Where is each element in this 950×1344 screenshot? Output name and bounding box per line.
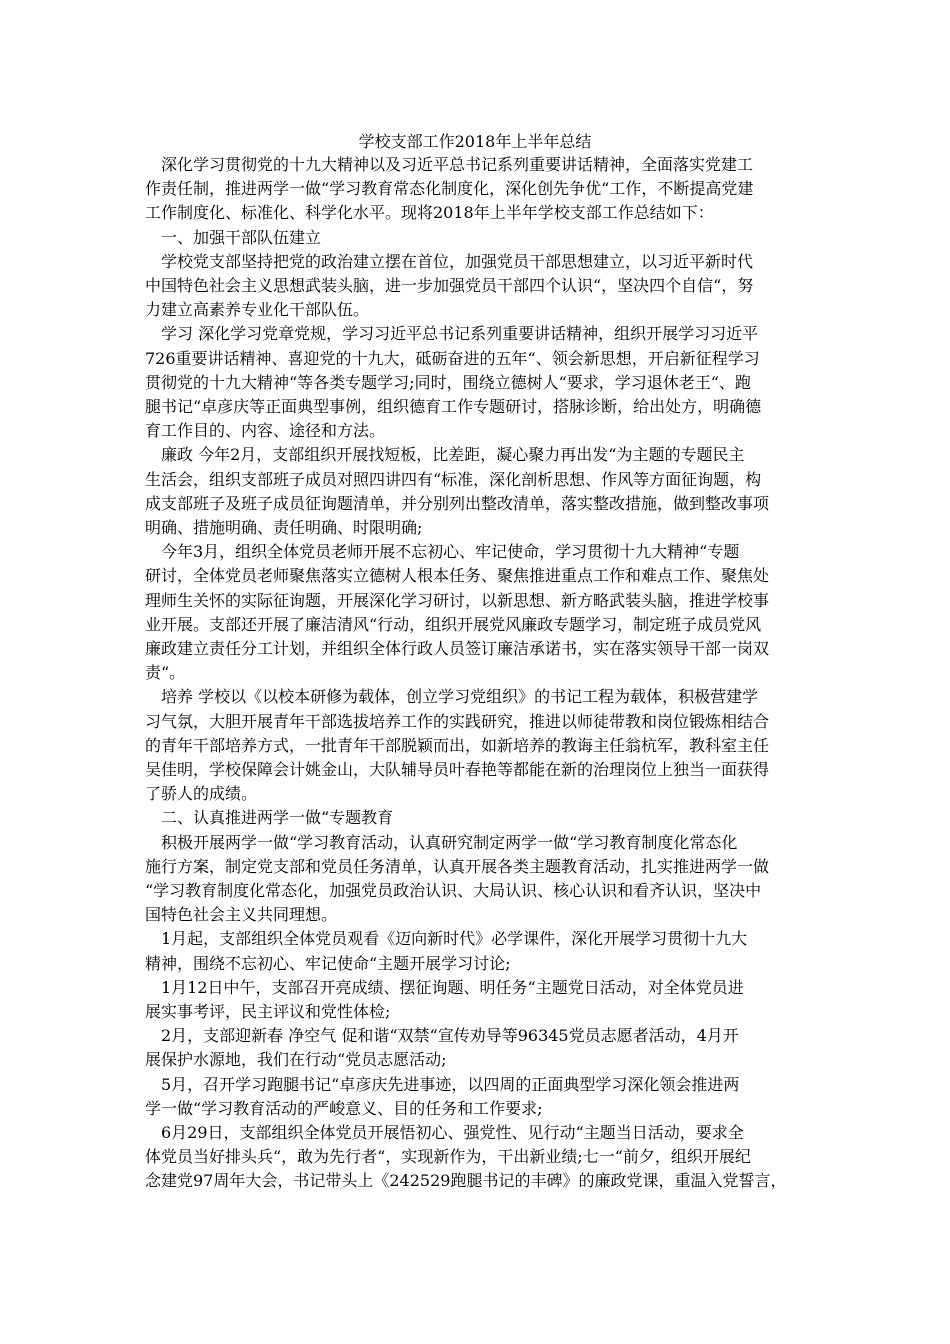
body-text-line: 生活会，组织支部班子成员对照四讲四有“标准，深化剖析思想、作风等方面征询题，构 [145, 469, 762, 489]
body-text-line: 念建党97周年大会，书记带头上《242529跑腿书记的丰碑》的廉政党课，重温入党誓言， [145, 1171, 787, 1191]
body-text-line: 腿书记“卓彦庆等正面典型事例，组织德育工作专题研讨，搭脉诊断，给出处方，明确德 [145, 397, 762, 416]
body-text-line: 深化学习贯彻党的十九大精神以及习近平总书记系列重要讲话精神，全面落实党建工 [145, 155, 754, 174]
body-text-line: 贯彻党的十九大精神“等各类专题学习;同时，围绕立德树人“要求，学习退休老王“、跑 [145, 372, 751, 392]
body-text-line: 二、认真推进两学一做“专题教育 [145, 808, 394, 828]
body-text-line: 6月29日，支部组织全体党员开展悟初心、强党性、见行动“主题当日活动，要求全 [145, 1123, 744, 1142]
document-title: 学校支部工作2018年上半年总结 [358, 132, 592, 151]
body-text-line: 展实事考评，民主评议和党性体检; [145, 1002, 391, 1021]
body-text-line: 明确、措施明确、责任明确、时限明确; [145, 518, 423, 537]
body-text-line: 学习 深化学习党章党规，学习习近平总书记系列重要讲话精神，组织开展学习习近平 [145, 324, 759, 344]
body-text-line: 5月，召开学习跑腿书记“卓彦庆先进事迹，以四周的正面典型学习深化领会推进两 [145, 1074, 740, 1094]
body-text-line: 作责任制，推进两学一做“学习教育常态化制度化，深化创先争优“工作，不断提高党建 [145, 179, 754, 199]
body-text-line: 业开展。支部还开展了廉洁清风“行动，组织开展党风廉政专题学习，制定班子成员党风 [145, 614, 762, 634]
body-text-line: 育工作目的、内容、途径和方法。 [145, 421, 386, 441]
body-text-line: 国特色社会主义共同理想。 [145, 905, 338, 925]
body-text-line: 工作制度化、标准化、科学化水平。现将2018年上半年学校支部工作总结如下： [145, 203, 714, 223]
body-text-line: 726重要讲话精神、喜迎党的十九大，砥砺奋进的五年“、领会新思想，开启新征程学习 [145, 348, 760, 368]
body-text-line: 廉政建立责任分工计划，并组织全体行政人员签订廉洁承诺书，实在落实领导干部一岗双 [145, 639, 770, 658]
body-text-line: 培养 学校以《以校本研修为载体，创立学习党组织》的书记工程为载体，积极营建学 [145, 687, 759, 707]
body-text-line: 学一做“学习教育活动的严峻意义、目的任务和工作要求; [145, 1098, 543, 1118]
body-text-line: 展保护水源地，我们在行动“党员志愿活动; [145, 1050, 447, 1070]
body-text-line: 习气氛，大胆开展青年干部选拔培养工作的实践研究，推进以师徒带教和岗位锻炼相结合 [145, 711, 770, 731]
body-text-line: 理师生关怀的实际征询题，开展深化学习研讨，以新思想、新方略武装头脑，推进学校事 [145, 590, 770, 610]
body-text-line: 研讨，全体党员老师聚焦落实立德树人根本任务、聚焦推进重点工作和难点工作、聚焦处 [145, 566, 770, 586]
body-text-line: 的青年干部培养方式，一批青年干部脱颖而出，如新培养的教诲主任翁杭军，教科室主任 [145, 735, 770, 755]
body-text-line: 体党员当好排头兵“，敢为先行者“，实现新作为，干出新业绩;七一“前夕，组织开展纪 [145, 1147, 751, 1167]
body-text-line: 廉政 今年2月，支部组织开展找短板，比差距，凝心聚力再出发“为主题的专题民主 [145, 445, 745, 465]
body-text-line: 力建立高素养专业化干部队伍。 [145, 300, 370, 320]
body-text-line: 学校党支部坚持把党的政治建立摆在首位，加强党员干部思想建立，以习近平新时代 [145, 251, 754, 271]
body-text-line: 1月起，支部组织全体党员观看《迈向新时代》必学课件，深化开展学习贯彻十九大 [145, 929, 748, 949]
body-text-line: “学习教育制度化常态化，加强党员政治认识、大局认识、核心认识和看齐认识，坚决中 [145, 881, 762, 900]
body-text-line: 一、加强干部队伍建立 [145, 227, 322, 247]
body-text-line: 精神，围绕不忘初心、牢记使命“主题开展学习讨论; [145, 953, 511, 973]
body-text-line: 了骄人的成绩。 [145, 784, 258, 804]
body-text-line: 吴佳明，学校保障会计姚金山，大队辅导员叶春艳等都能在新的治理岗位上独当一面获得 [145, 760, 770, 779]
body-text-line: 积极开展两学一做“学习教育活动，认真研究制定两学一做“学习教育制度化常态化 [145, 832, 738, 852]
body-text-line: 1月12日中午，支部召开亮成绩、摆征询题、明任务“主题党日活动，对全体党员进 [145, 977, 744, 997]
body-text-line: 中国特色社会主义思想武装头脑，进一步加强党员干部四个认识“，坚决四个自信“，努 [145, 276, 754, 295]
body-text-line: 成支部班子及班子成员征询题清单，并分别列出整改清单，落实整改措施，做到整改事项 [145, 493, 770, 513]
body-text-line: 今年3月，组织全体党员老师开展不忘初心、牢记使命，学习贯彻十九大精神“专题 [145, 542, 740, 562]
body-text-line: 施行方案，制定党支部和党员任务清单，认真开展各类主题教育活动，扎实推进两学一做 [145, 856, 770, 876]
body-text-line: 2月，支部迎新春 净空气 促和谐“双禁“宣传劝导等96345党员志愿者活动，4月开 [145, 1026, 739, 1046]
body-text-line: 责“。 [145, 663, 186, 683]
